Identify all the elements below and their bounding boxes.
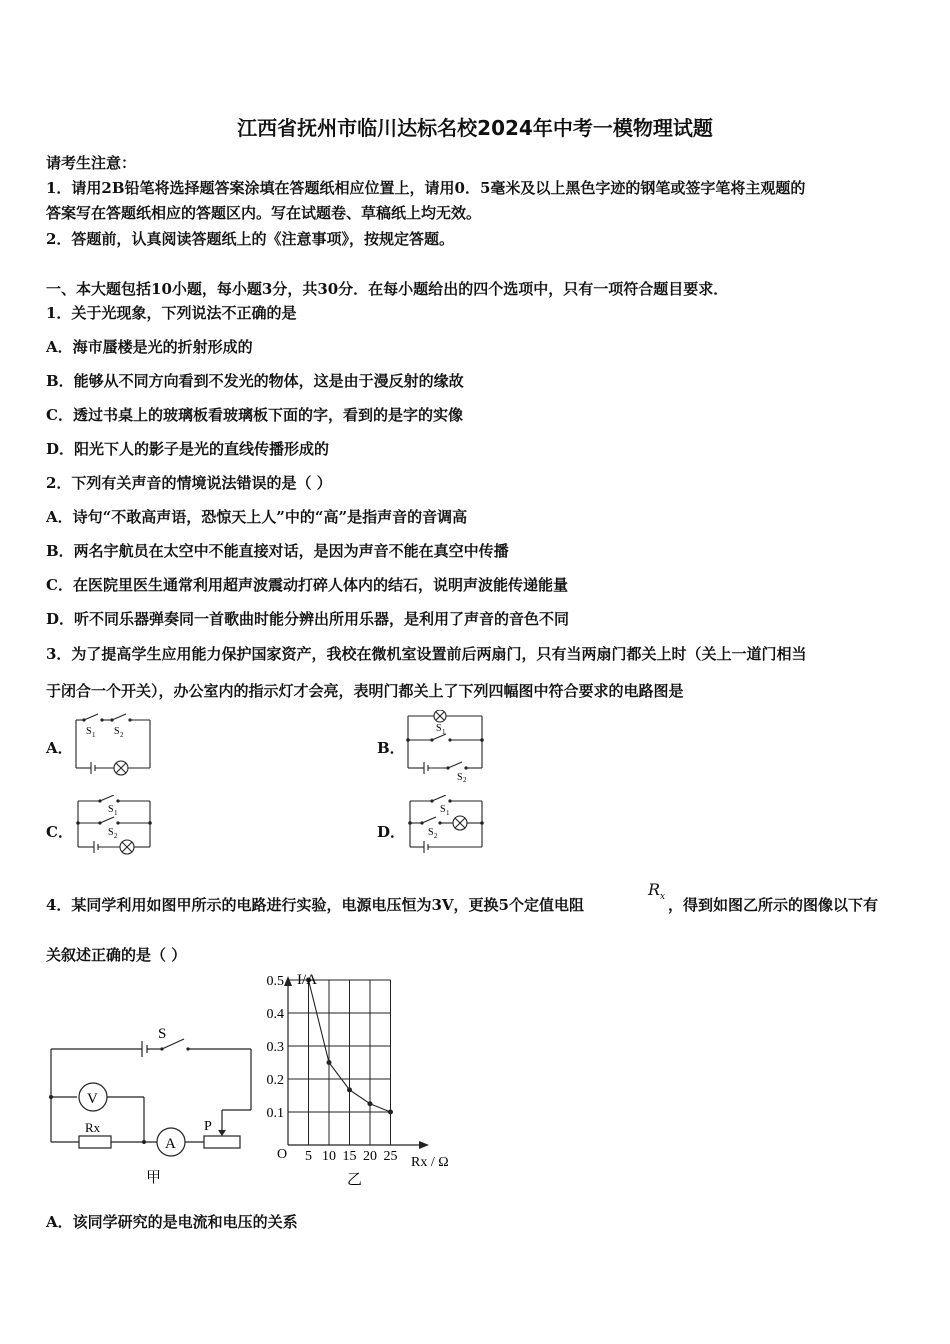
q1-option-d: D．阳光下人的影子是光的直线传播形成的 — [46, 440, 330, 458]
resistor-rx-label: Rx — [85, 1120, 101, 1135]
switch-s2-sub: 2 — [463, 776, 467, 782]
page-title: 江西省抚州市临川达标名校2024年中考一模物理试题 — [237, 116, 713, 140]
circuit-d-diagram — [402, 795, 488, 861]
y-tick-label: 0.1 — [266, 1106, 284, 1121]
x-axis-label: Rx / Ω — [411, 1155, 449, 1170]
notice-line-1a: 1．请用2B铅笔将选择题答案涂填在答题纸相应位置上，请用0．5毫米及以上黑色字迹的钢笔或签字笔将主观题的 — [46, 179, 806, 197]
y-tick-label: 0.3 — [266, 1040, 284, 1055]
data-point — [388, 1110, 393, 1115]
switch-s2-label: S — [108, 827, 114, 838]
chart-ticks — [267, 974, 398, 1164]
y-tick-label: 0.2 — [266, 1073, 284, 1088]
q4-option-a: A．该同学研究的是电流和电压的关系 — [46, 1213, 298, 1231]
switch-s2-sub: 2 — [114, 832, 118, 840]
y-axis-arrow — [284, 976, 292, 986]
ammeter-label: A — [165, 1136, 176, 1152]
q2-option-b: B．两名宇航员在太空中不能直接对话，是因为声音不能在真空中传播 — [46, 542, 509, 560]
circuit-a-diagram — [70, 712, 156, 780]
q4-stem-2: 关叙述正确的是（ ） — [46, 946, 187, 964]
section-heading: 一、本大题包括10小题，每小题3分，共30分．在每小题给出的四个选项中，只有一项符合题目要求． — [46, 280, 729, 298]
q3-option-a-label: A． — [46, 739, 73, 757]
q2-option-c: C．在医院里医生通常利用超声波震动打碎人体内的结石，说明声波能传递能量 — [46, 576, 568, 594]
switch-s2-sub: 2 — [120, 731, 124, 739]
switch-s1-sub: 1 — [446, 809, 450, 817]
switch-s1-sub: 1 — [92, 731, 96, 739]
data-point — [347, 1087, 352, 1092]
circuit-c-diagram — [70, 795, 156, 861]
y-axis-label: I/A — [297, 972, 317, 988]
switch-s1-label: S — [440, 804, 446, 815]
circuit-caption: 甲 — [146, 1170, 162, 1186]
switch-s1-label: S — [86, 726, 92, 737]
switch-s1-sub: 1 — [114, 809, 118, 817]
q4-graph-yi — [255, 970, 465, 1192]
q3-option-c-label: C． — [46, 823, 73, 841]
chart-axes — [284, 976, 429, 1149]
q3-stem-2: 于闭合一个开关），办公室内的指示灯才会亮，表明门都关上了下列四幅图中符合要求的电路图是 — [46, 682, 684, 700]
switch-s-label: S — [158, 1026, 167, 1042]
q1-option-b: B．能够从不同方向看到不发光的物体，这是由于漫反射的缘故 — [46, 372, 464, 390]
x-tick-label: 5 — [305, 1149, 312, 1164]
q2-option-d: D．听不同乐器弹奏同一首歌曲时能分辨出所用乐器，是利用了声音的音色不同 — [46, 610, 570, 628]
q3-option-d-label: D． — [377, 823, 406, 841]
q3-option-b-label: B． — [377, 739, 405, 757]
q1-option-c: C．透过书桌上的玻璃板看玻璃板下面的字，看到的是字的实像 — [46, 406, 463, 424]
slider-p-label: P — [204, 1119, 212, 1134]
x-tick-label: 10 — [322, 1149, 336, 1164]
notice-line-2: 2．答题前，认真阅读答题纸上的《注意事项》，按规定答题。 — [46, 230, 454, 248]
y-tick-label: 0.4 — [266, 1007, 284, 1022]
q4-stem-1b: ，得到如图乙所示的图像以下有 — [668, 896, 879, 914]
graph-caption: 乙 — [347, 1172, 363, 1188]
q2-option-a: A．诗句“不敢高声语，恐惊天上人”中的“高”是指声音的音调高 — [46, 508, 468, 526]
switch-s1-sub: 1 — [442, 728, 446, 736]
q4-rx-symbol: $R_x$ — [648, 880, 666, 903]
data-point — [368, 1101, 373, 1106]
x-tick-label: 25 — [383, 1149, 398, 1164]
x-tick-label: 15 — [342, 1149, 357, 1164]
voltmeter-label: V — [87, 1091, 98, 1107]
q3-stem-1: 3．为了提高学生应用能力保护国家资产，我校在微机室设置前后两扇门，只有当两扇门都关上时（关上一道门相当 — [46, 645, 807, 663]
switch-s1-label: S — [436, 723, 442, 734]
origin-label: O — [277, 1147, 288, 1162]
x-axis-arrow — [419, 1141, 429, 1149]
switch-s2-label: S — [428, 827, 434, 838]
circuit-b-diagram — [402, 710, 488, 782]
notice-heading: 请考生注意： — [46, 154, 137, 172]
switch-s2-label: S — [114, 726, 120, 737]
q1-stem: 1．关于光现象，下列说法不正确的是 — [46, 304, 297, 322]
notice-line-1b: 答案写在答题纸相应的答题区内。写在试题卷、草稿纸上均无效。 — [46, 204, 482, 222]
q1-option-a: A．海市蜃楼是光的折射形成的 — [46, 338, 253, 356]
y-tick-label: 0.5 — [266, 974, 284, 989]
q2-stem: 2．下列有关声音的情境说法错误的是（ ） — [46, 474, 332, 492]
switch-s2-sub: 2 — [434, 832, 438, 840]
chart-grid — [288, 980, 391, 1145]
switch-s1-label: S — [108, 804, 114, 815]
data-point — [327, 1060, 332, 1065]
q4-stem-1a: 4．某同学利用如图甲所示的电路进行实验，电源电压恒为3V，更换5个定值电阻 — [46, 896, 584, 914]
switch-s2-label: S — [457, 772, 463, 782]
x-tick-label: 20 — [363, 1149, 377, 1164]
q4-circuit-jia — [44, 1022, 259, 1192]
